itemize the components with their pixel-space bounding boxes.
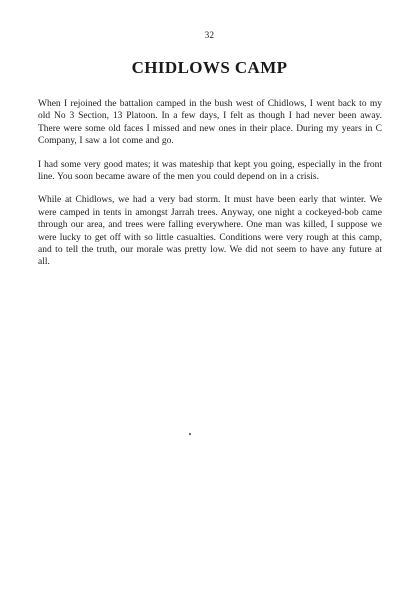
paragraph-3: While at Chidlows, we had a very bad storm. It must have been early that winter. We were camped in tents in amongst Jarrah trees. Anyway, one night a cockeyed-bob came through our area, and trees were falling everywhere. One man was killed, I suppose we were lucky to get off with so little casualties. Conditions were very rough at this camp, and to tell the truth, our morale was pretty low. We did not seem to have any future at all. <box>38 195 382 268</box>
paragraph-1: When I rejoined the battalion camped in the bush west of Chidlows, I went back to my old No 3 Section, 13 Platoon. In a few days, I felt as though I had never been away. There were some old faces I missed and new ones in their place. During my years in C Company, I saw a lot come and go. <box>38 99 382 147</box>
body-text <box>38 98 382 280</box>
page-number: 32 <box>204 30 215 40</box>
paragraph-2: I had some very good mates; it was mateship that kept you going, especially in the front line. You soon became aware of the men you could depend on in a crisis. <box>38 159 382 183</box>
chapter-title: CHIDLOWS CAMP <box>131 58 288 77</box>
scan-speck <box>189 433 191 435</box>
